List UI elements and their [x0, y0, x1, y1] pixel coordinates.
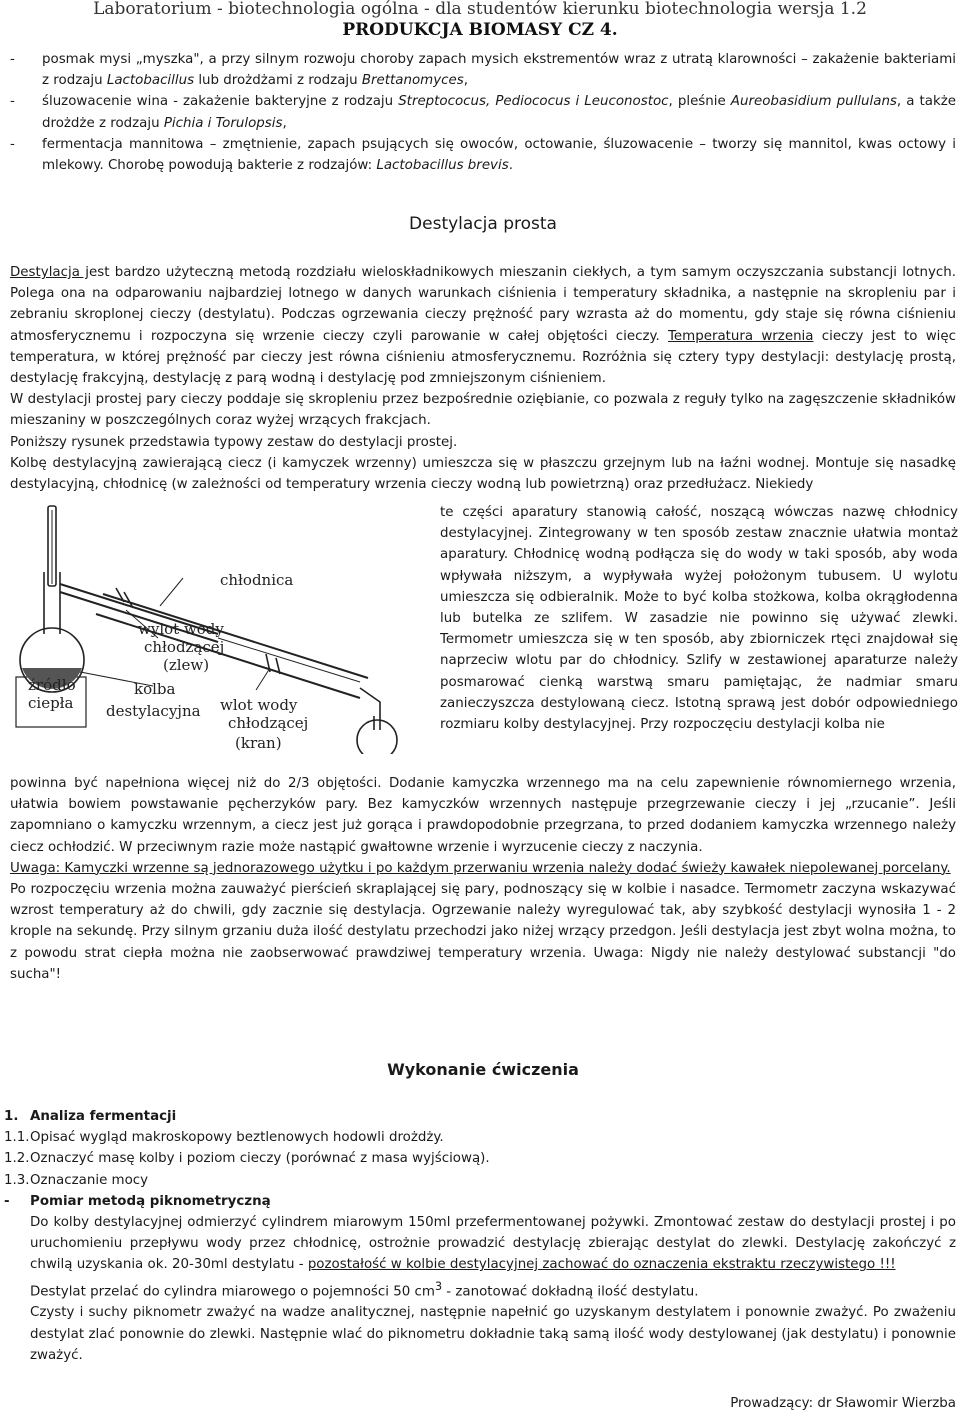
list-item: 1.1.Opisać wygląd makroskopowy beztlenowych hodowli drożdży. [4, 1130, 444, 1146]
list-item: 1.2.Oznaczyć masę kolby i poziom cieczy (porównać z masa wyjściową). [4, 1151, 490, 1167]
list-item: 1.3.Oznaczanie mocy [4, 1172, 149, 1188]
label-water-outlet: chłodzącej [144, 638, 225, 656]
label-heat-source: źródło [28, 676, 76, 694]
section-title-destylacja: Destylacja prosta [409, 214, 557, 234]
document-subtitle: PRODUKCJA BIOMASY CZ 4. [342, 20, 618, 40]
paragraph: Do kolby destylacyjnej odmierzyć cylindrem miarowym 150ml przefermentowanej pożywki. Zmontować zestaw do destylacji prostej i po uruchomieniu przepływu wody przez chłodnicę, ostrożnie prowadzić destylację zbierając destylat do zlewki. Destylację zakończyć z chwilą uzyskania ok. 20-30ml destylatu - pozostałość w kolbie destylacyjnej zachować do oznaczenia ekstraktu rzeczywistego !!! [30, 1215, 956, 1273]
paragraph: Poniższy rysunek przedstawia typowy zestaw do destylacji prostej. [10, 434, 458, 450]
intro-list [10, 49, 956, 176]
list-item: - fermentacja mannitowa – zmętnienie, zapach psujących się owoców, octowanie, śluzowacenie – tworzy się mannitol, kwas octowy i mlekowy. Chorobę powodują bakterie z rodzajów: Lactobacillus brevis. [10, 136, 956, 174]
paragraph: Kolbę destylacyjną zawierającą ciecz (i kamyczek wrzenny) umieszcza się w płaszczu grzejnym lub na łaźni wodnej. Montuje się nasadkę destylacyjną, chłodnicę (w zależności od temperatury wrzenia cieczy wodną lub powietrzną) oraz przedłużacz. Niekiedy [10, 455, 956, 493]
list-item: - posmak mysi „myszka", a przy silnym rozwoju choroby zapach mysich ekstrementów wraz z utratą klarowności – zakażenie bakteriami z rodzaju Lactobacillus lub drożdżami z rodzaju Brettanomyces, [10, 52, 956, 89]
label-water-inlet: (kran) [235, 734, 282, 752]
figure-side-text: te części aparatury stanowią całość, noszącą wówczas nazwę chłodnicy destylacyjnej. Zintegrowany w ten sposób zestaw znacznie ułatwia montaż aparatury. Chłodnicę wodną podłącza się do wody w taki sposób, aby woda wpływała niższym, a wypływała wyżej położonym tubusem. U wylotu umieszcza się odbieralnik. Może to być kolba stożkowa, kolba okrągłodenna lub butelka ze szlifem. W zasadzie nie powinno się używać zlewki. Termometr umieszcza się w ten sposób, aby zbiorniczek rtęci znajdował się naprzeciw wlotu par do chłodnicy. Szlify w zestawionej aparaturze należy posmarować cienką warstwą smaru pamiętając, że nadmiar smaru zanieczyszcza destylowaną ciecz. Istotną sprawą jest dobór odpowiedniego rozmiaru kolby destylacyjnej. Przy rozpoczęciu destylacji kolba nie [440, 505, 958, 733]
list-item: - Pomiar metodą piknometryczną [4, 1193, 271, 1209]
label-heat-source: ciepła [28, 694, 74, 712]
warning-note: Uwaga: Kamyczki wrzenne są jednorazowego użytku i po każdym przerwaniu wrzenia należy dodać świeży kawałek niepolewanej porcelany. [10, 860, 951, 876]
label-flask: destylacyjna [106, 702, 201, 720]
section-body-destylacja [10, 262, 956, 495]
footer-author: Prowadzący: dr Sławomir Wierzba [730, 1396, 956, 1411]
label-water-outlet: wylot wody [138, 620, 224, 638]
label-water-inlet: chłodzącej [228, 714, 309, 732]
paragraph: Czysty i suchy piknometr zważyć na wadze analitycznej, następnie napełnić go uzyskanym destylatem i ponownie zważyć. Po zważeniu destylat zlać ponownie do zlewki. Następnie wlać do piknometru dokładnie taką samą ilość wody destylowanej (jak destylatu) i ponownie zważyć. [30, 1305, 956, 1363]
distillation-apparatus-figure [8, 502, 434, 754]
list-item: - śluzowacenie wina - zakażenie bakteryjne z rodzaju Streptococus, Pediococus i Leuconostoc, pleśnie Aureobasidium pullulans, a także drożdże z rodzaju Pichia i Torulopsis, [10, 94, 957, 131]
paragraph: powinna być napełniona więcej niż do 2/3 objętości. Dodanie kamyczka wrzennego ma na celu zapewnienie równomiernego wrzenia, ułatwia bowiem powstawanie pęcherzyków pary. Bez kamyczków wrzennych następuje przegrzewanie cieczy i jej „rzucanie”. Jeśli zapomniano o kamyczku wrzennym, a ciecz jest już gorąca i prawdopodobnie przegrzana, to przed dodaniem kamyczka wrzennego należy ciecz ochłodzić. W przeciwnym razie może nastąpić gwałtowne wrzenie i wyrzucenie cieczy z naczynia. [10, 776, 956, 855]
label-water-inlet: wlot wody [220, 696, 298, 714]
document-header: Laboratorium - biotechnologia ogólna - dla studentów kierunku biotechnologia wersja 1.2 [93, 0, 867, 19]
section-title-wykonanie: Wykonanie ćwiczenia [387, 1060, 579, 1079]
exercise-list [4, 1106, 956, 1366]
paragraph: Destylacja jest bardzo użyteczną metodą rozdziału wieloskładnikowych mieszanin ciekłych, a tym samym oczyszczania substancji lotnych. Polega ona na odparowaniu najbardziej lotnego w danych warunkach ciśnienia i temperatury składnika, a następnie na skropleniu par i zebraniu skroplonej cieczy (destylatu). Podczas ogrzewania cieczy prężność pary wzrasta aż do momentu, gdy staje się równa ciśnieniu atmosferycznemu i rozpoczyna się wrzenie cieczy czyli parowanie w całej objętości cieczy. Temperatura wrzenia cieczy jest to więc temperatura, w której prężność par cieczy jest równa ciśnieniu atmosferycznemu. Rozróżnia się cztery typy destylacji: destylację prostą, destylację frakcyjną, destylację z parą wodną i destylację pod zmniejszonym ciśnieniem. [10, 265, 956, 387]
paragraph: W destylacji prostej pary cieczy poddaje się skropleniu przez bezpośrednie oziębianie, co pozwala z reguły tylko na zagęszczenie składników mieszaniny w poszczególnych coraz wyżej wrzących frakcjach. [10, 392, 956, 429]
paragraph: Po rozpoczęciu wrzenia można zauważyć pierścień skraplającej się pary, podnoszący się w kolbie i nasadce. Termometr zaczyna wskazywać wzrost temperatury aż do chwili, gdy zacznie się destylacja. Ogrzewanie należy wyregulować tak, aby szybkość destylacji wynosiła 1 - 2 krople na sekundę. Przy silnym grzaniu duża ilość destylatu przechodzi jako niżej wrzący przedgon. Jeśli destylacja jest zbyt wolna można, to z powodu strat ciepła można nie zaobserwować prawdziwej temperatury wrzenia. Uwaga: Nigdy nie należy destylować substancji "do sucha"! [10, 882, 956, 982]
label-condenser: chłodnica [220, 571, 294, 589]
label-flask: kolba [134, 680, 176, 698]
list-item: 1. Analiza fermentacji [4, 1109, 177, 1124]
paragraph: Destylat przelać do cylindra miarowego o pojemności 50 $cm^3$ - zanotować dokładną ilość destylatu. [30, 1279, 699, 1300]
label-water-outlet: (zlew) [163, 656, 210, 674]
section-body-continued [10, 773, 956, 985]
